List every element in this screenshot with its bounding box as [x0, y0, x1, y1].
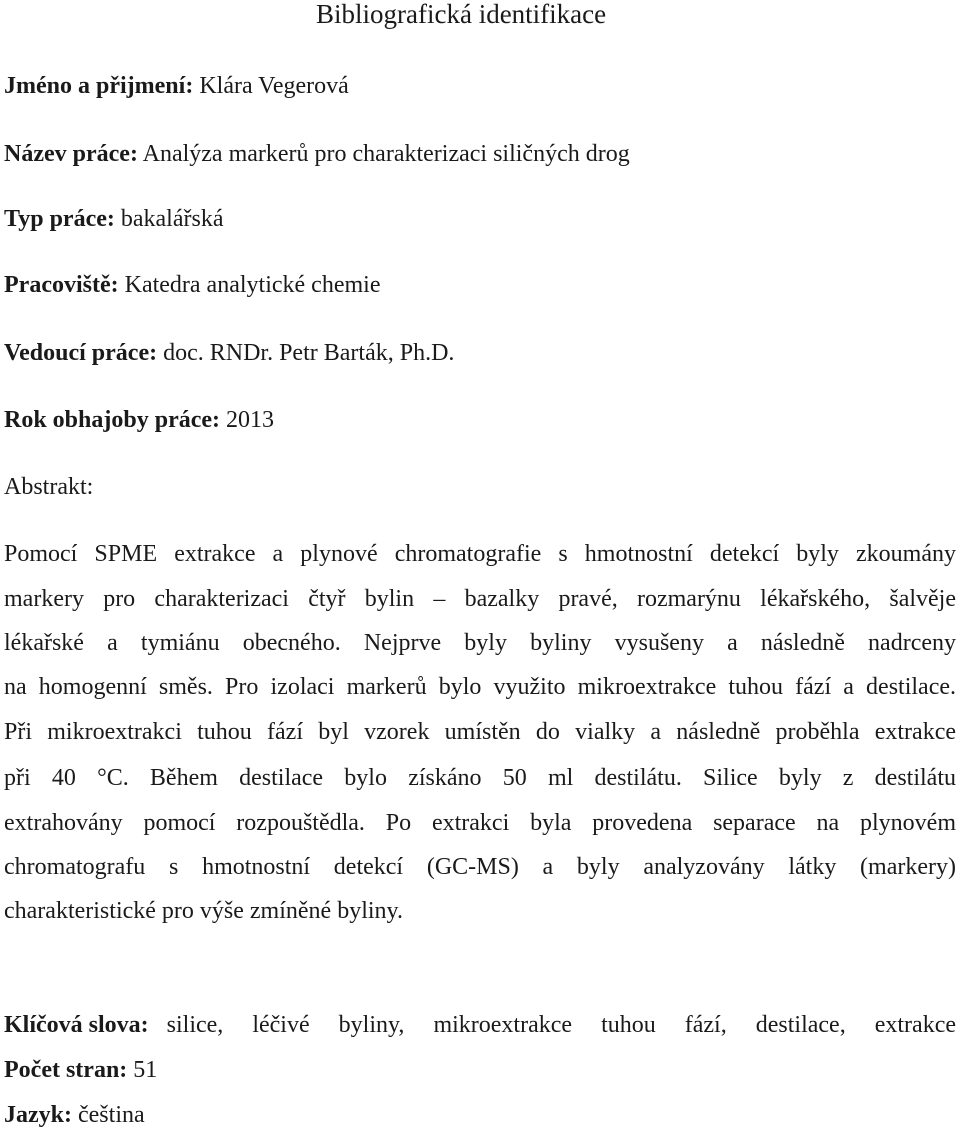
type-value: bakalářská — [120, 206, 224, 232]
language-label: Jazyk: — [4, 1102, 72, 1128]
language-row — [4, 1101, 956, 1129]
keywords-value: silice, léčivé byliny, mikroextrakce tuhou fází, destilace, extrakce — [166, 1012, 956, 1038]
type-row — [4, 205, 956, 233]
abstract-line: Při mikroextrakci tuhou fází byl vzorek umístěn do vialky a následně proběhla extrakce — [4, 719, 956, 745]
language-value: čeština — [78, 1102, 145, 1128]
abstract-line: extrahovány pomocí rozpouštědla. Po extrakci byla provedena separace na plynovém — [4, 810, 956, 836]
department-value: Katedra analytické chemie — [124, 272, 381, 298]
year-row — [4, 406, 956, 434]
author-label: Jméno a přijmení: — [4, 73, 194, 99]
pages-value: 51 — [133, 1057, 158, 1083]
author-value: Klára Vegerová — [199, 73, 349, 99]
supervisor-row — [4, 339, 956, 367]
author-row — [4, 72, 956, 100]
pages-row — [4, 1056, 956, 1084]
type-label: Typ práce: — [4, 206, 115, 232]
abstract-line: markery pro charakterizaci čtyř bylin – bazalky pravé, rozmarýnu lékařského, šalvěje — [4, 586, 956, 612]
abstract-line: charakteristické pro výše zmíněné byliny. — [4, 898, 403, 924]
thesis-title-value: Analýza markerů pro charakterizaci siličných drog — [142, 141, 630, 167]
abstract-line: lékařské a tymiánu obecného. Nejprve byly byliny vysušeny a následně nadrceny — [4, 630, 956, 656]
abstract-heading: Abstrakt: — [4, 474, 94, 500]
abstract-line: na homogenní směs. Pro izolaci markerů bylo využito mikroextrakce tuhou fází a destilace. — [4, 674, 956, 700]
department-label: Pracoviště: — [4, 272, 119, 298]
abstract-line: při 40 °C. Během destilace bylo získáno 50 ml destilátu. Silice byly z destilátu — [4, 765, 956, 791]
keywords-row — [4, 1011, 956, 1039]
supervisor-value: doc. RNDr. Petr Barták, Ph.D. — [163, 340, 455, 366]
department-row — [4, 271, 956, 299]
abstract-line: chromatografu s hmotnostní detekcí (GC-MS) a byly analyzovány látky (markery) — [4, 854, 956, 880]
year-value: 2013 — [226, 407, 275, 433]
keywords-label: Klíčová slova: — [4, 1012, 149, 1038]
thesis-title-row — [4, 140, 956, 168]
abstract-line: Pomocí SPME extrakce a plynové chromatografie s hmotnostní detekcí byly zkoumány — [4, 541, 956, 567]
thesis-title-label: Název práce: — [4, 141, 138, 167]
year-label: Rok obhajoby práce: — [4, 407, 221, 433]
page-title: Bibliografická identifikace — [316, 0, 607, 29]
supervisor-label: Vedoucí práce: — [4, 340, 158, 366]
pages-label: Počet stran: — [4, 1057, 128, 1083]
